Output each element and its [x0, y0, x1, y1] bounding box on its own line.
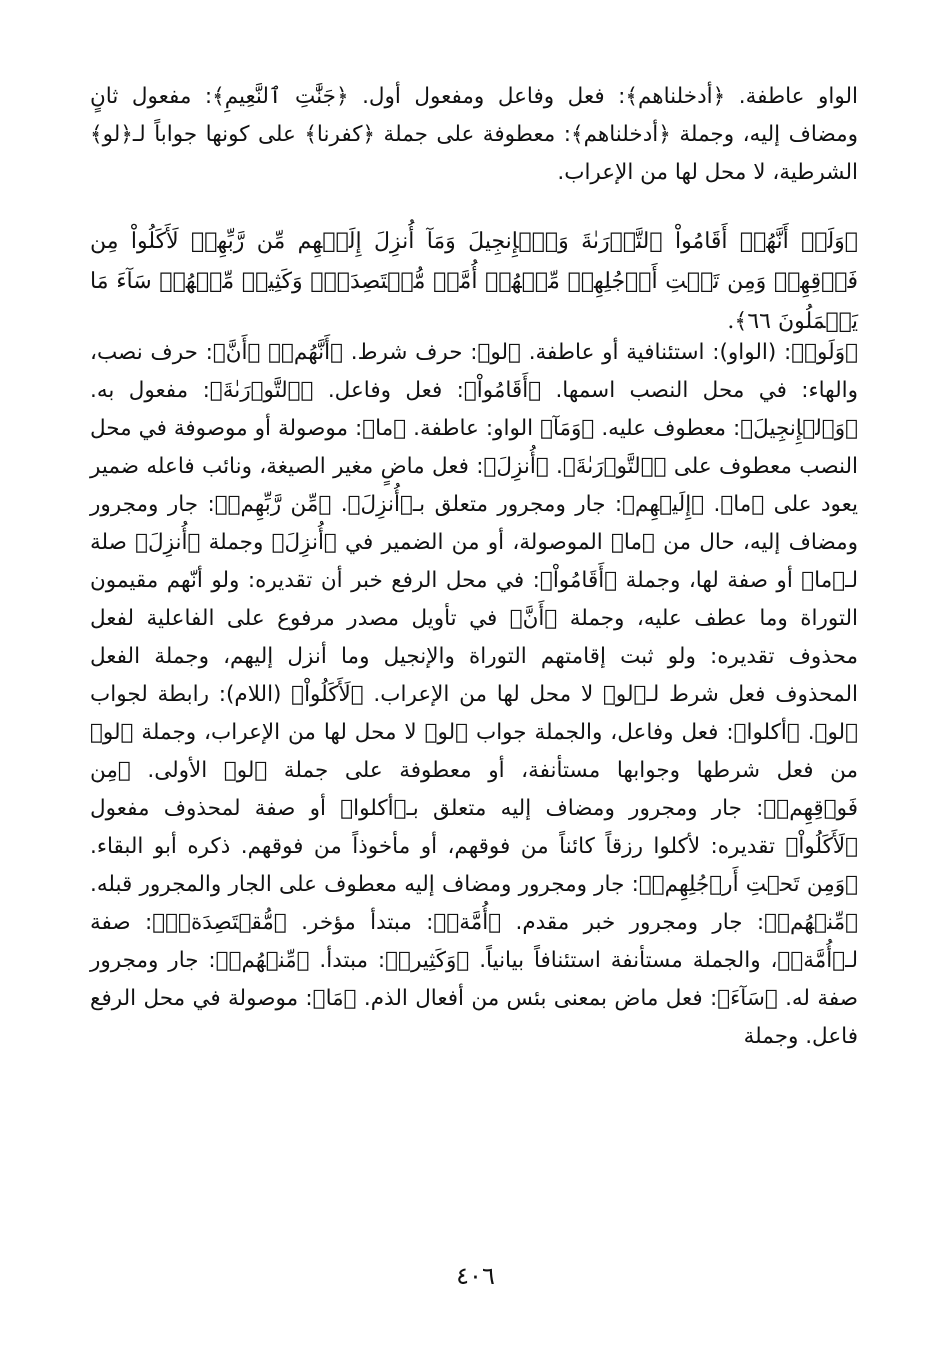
- quran-verse: ﴿وَلَوۡ أَنَّهُمۡ أَقَامُواْ ٱلتَّوۡرَىٰةَ وَٱلۡإِنجِيلَ وَمَآ أُنزِلَ إِلَيۡهِم مِّن رَّبِّهِمۡ لَأَكَلُواْ مِن فَوۡقِهِمۡ وَمِن تَحۡتِ أَرۡجُلِهِمۚ مِّنۡهُمۡ أُمَّةٞ مُّقۡتَصِدَةٞۖ وَكَثِيرٞ مِّنۡهُمۡ سَآءَ مَا يَعۡمَلُونَ ٦٦﴾.: [90, 229, 858, 334]
- page-number: ٤٠٦: [456, 1262, 495, 1290]
- page-body: [90, 78, 858, 1214]
- grammatical-analysis-paragraph: ﴿وَلَوۡ﴾: (الواو): استئنافية أو عاطفة. ﴿لو﴾: حرف شرط. ﴿أَنَّهُمۡ﴾ ﴿أَنَّ﴾: حرف نصب، والهاء: في محل النصب اسمها. ﴿أَقَامُواْ﴾: فعل وفاعل. ﴿ٱلتَّوۡرَىٰةَ﴾: مفعول به. ﴿وَٱلۡإِنجِيلَ﴾: معطوف عليه. ﴿وَمَآ﴾ الواو: عاطفة. ﴿ما﴾: موصولة أو موصوفة في محل النصب معطوف على ﴿ٱلتَّوۡرَىٰةَ﴾. ﴿أُنزِلَ﴾: فعل ماضٍ مغير الصيغة، ونائب فاعله ضمير يعود على ﴿ما﴾. ﴿إِلَيۡهِم﴾: جار ومجرور متعلق بـ﴿أُنزِلَ﴾. ﴿مِّن رَّبِّهِمۡ﴾: جار ومجرور ومضاف إليه، حال من ﴿ما﴾ الموصولة، أو من الضمير في ﴿أُنزِلَ﴾ وجملة ﴿أُنزِلَ﴾ صلة لـ﴿ما﴾ أو صفة لها، وجملة ﴿أَقَامُواْ﴾: في محل الرفع خبر أن تقديره: ولو أنّهم مقيمون التوراة وما عطف عليه، وجملة ﴿أَنَّ﴾ في تأويل مصدر مرفوع على الفاعلية لفعل محذوف تقديره: ولو ثبت إقامتهم التوراة والإنجيل وما أنزل إليهم، وجملة الفعل المحذوف فعل شرط لـ﴿لو﴾ لا محل لها من الإعراب. ﴿لَأَكَلُواْ﴾ (اللام): رابطة لجواب ﴿لو﴾. ﴿أكلوا﴾: فعل وفاعل، والجملة جواب ﴿لو﴾ لا محل لها من الإعراب، وجملة ﴿لو﴾ من فعل شرطها وجوابها مستأنفة، أو معطوفة على جملة ﴿لو﴾ الأولى. ﴿مِن فَوۡقِهِمۡ﴾: جار ومجرور ومضاف إليه متعلق بـ﴿أكلوا﴾ أو صفة لمحذوف مفعول ﴿لَأَكَلُواْ﴾ تقديره: لأكلوا رزقاً كائناً من فوقهم، أو مأخوذاً من فوقهم. ذكره أبو البقاء. ﴿وَمِن تَحۡتِ أَرۡجُلِهِمۚ﴾: جار ومجرور ومضاف إليه معطوف على الجار والمجرور قبله. ﴿مِّنۡهُمۡ﴾: جار ومجرور خبر مقدم. ﴿أُمَّةٞ﴾: مبتدأ مؤخر. ﴿مُّقۡتَصِدَةٞۖ﴾: صفة لـ﴿أُمَّةٞ﴾، والجملة مستأنفة استئنافاً بيانياً. ﴿وَكَثِيرٞ﴾: مبتدأ. ﴿مِّنۡهُمۡ﴾: جار ومجرور صفة له. ﴿سَآءَ﴾: فعل ماض بمعنى بئس من أفعال الذم. ﴿مَا﴾: موصولة في محل الرفع فاعل. وجملة: [90, 340, 858, 1049]
- intro-paragraph: الواو عاطفة. ﴿أدخلناهم﴾: فعل وفاعل ومفعول أول. ﴿جَنَّٰتِ ٱلنَّعِيمِ﴾: مفعول ثانٍ ومضاف إليه، وجملة ﴿أدخلناهم﴾: معطوفة على جملة ﴿كفرنا﴾ على كونها جواباً لـ﴿لو﴾ الشرطية، لا محل لها من الإعراب.: [90, 84, 858, 185]
